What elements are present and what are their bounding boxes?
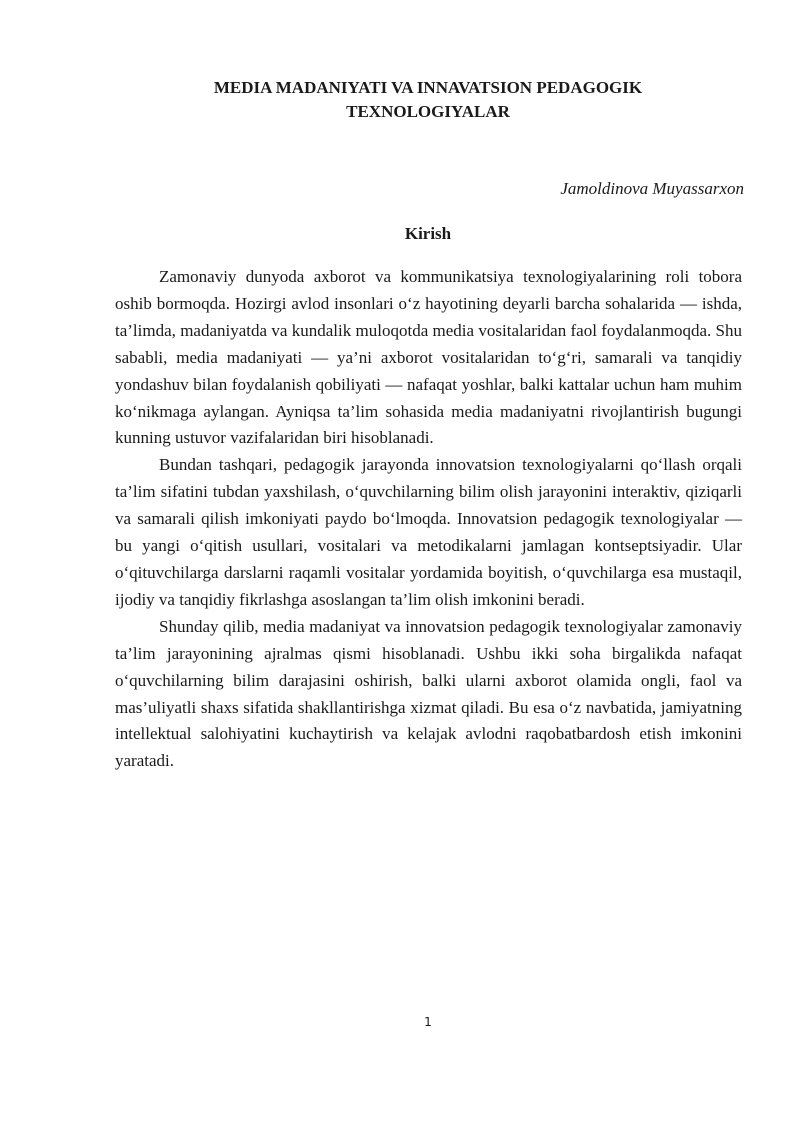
- paragraph: Bundan tashqari, pedagogik jarayonda innovatsion texnologiyalarni qo‘llash orqali ta’lim sifatini tubdan yaxshilash, o‘quvchilarning bilim olish jarayonini interaktiv, qiziqarli va samarali qilish imkoniyati paydo bo‘lmoqda. Innovatsion pedagogik texnologiyalar — bu yangi o‘qitish usullari, vositalari va metodikalarni jamlagan kontseptsiyadir. Ular o‘qituvchilarga darslarni raqamli vositalar yordamida boyitish, o‘quvchilarga esa mustaqil, ijodiy va tanqidiy fikrlashga asoslangan ta’lim olish imkonini beradi.: [115, 455, 742, 609]
- section-heading: Kirish: [404, 224, 452, 243]
- page-number: 1: [424, 1015, 432, 1029]
- title-line-2: TEXNOLOGIYALAR: [346, 102, 510, 121]
- document-title: [100, 76, 756, 124]
- paragraph: Zamonaviy dunyoda axborot va kommunikatsiya texnologiyalarining roli tobora oshib bormoqda. Hozirgi avlod insonlari o‘z hayotining deyarli barcha sohalarida — ishda, ta’limda, madaniyatda va kundalik muloqotda media vositalaridan faol foydalanmoqda. Shu sababli, media madaniyati — ya’ni axborot vositalaridan to‘g‘ri, samarali va tanqidiy yondashuv bilan foydalanish qobiliyati — nafaqat yoshlar, balki kattalar uchun ham muhim ko‘nikmaga aylangan. Ayniqsa ta’lim sohasida media madaniyatni rivojlantirish bugungi kunning ustuvor vazifalaridan biri hisoblanadi.: [115, 267, 742, 448]
- paragraph: Shunday qilib, media madaniyat va innovatsion pedagogik texnologiyalar zamonaviy ta’lim jarayonining ajralmas qismi hisoblanadi. Ushbu ikki soha birgalikda nafaqat o‘quvchilarning bilim darajasini oshirish, balki ularni axborot olamida ongli, faol va mas’uliyatli shaxs sifatida shakllantirishga xizmat qiladi. Bu esa o‘z navbatida, jamiyatning intellektual salohiyatini kuchaytirish va kelajak avlodni raqobatbardosh etish imkonini yaratadi.: [115, 616, 742, 771]
- title-line-1: MEDIA MADANIYATI VA INNAVATSION PEDAGOGIK: [213, 78, 643, 97]
- body-text: [115, 264, 742, 775]
- author-name: Jamoldinova Muyassarxon: [560, 179, 744, 198]
